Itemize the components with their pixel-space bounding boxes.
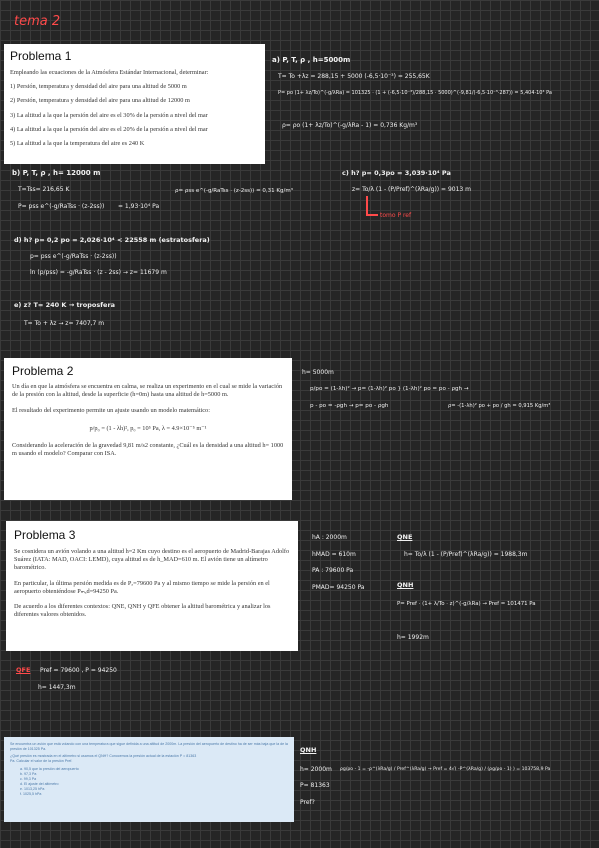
- note-4-line: ρg/ρo - 1 = -ρ^(λRa/g) / Pref^(λRa/g) → Pref = 4√( -P^(λRa/g) / (ρg/ρo - 1) ) = 103758,9 Pa: [340, 767, 551, 772]
- problem-3-paragraph: Se cosnidera un avión volando a una altitud h=2 Km cuyo destino es el aeropuerto de Madrid-Barajas Adolfo Suárez (IATA: MAD, OACI: LEMD), cuya altitud es de h_MAD=610 m. El avión tiene un altímetro barométrico.: [14, 548, 290, 572]
- note-3-qfe-h: h= 1447,3m: [38, 684, 76, 691]
- problem-4-option: d. El ajuste del altímetro: [20, 782, 59, 786]
- note-1b-line: P= pss e^(-g/RaTss · (z-2ss)): [18, 203, 105, 210]
- note-2-line: ρ= -(1-λh)² po + po / gh = 0,915 Kg/m³: [448, 403, 551, 409]
- problem-1-item: 5) La altitud a la que la temperatura del aire es 240 K: [10, 140, 145, 148]
- red-arrow-tail: [366, 214, 378, 216]
- problem-2-paragraph: Un día en que la atmósfera se encuentra en calma, se realiza un experimento en el cual se mide la variación de la presión con la altitud, desde la superficie (h=0m) hasta una altitud de h=5000 m.: [12, 383, 283, 399]
- problem-4-option: e. 1013,25 hPa: [20, 787, 45, 791]
- note-1b-line: T=Tss= 216,65 K: [18, 186, 70, 193]
- problem-1-title: Problema 1: [10, 49, 72, 63]
- note-3-pa: PA : 79600 Pa: [312, 567, 354, 574]
- note-1d-head: d) h? p= 0,2 po = 2,026·10⁴ < 22558 m (estratosfera): [14, 236, 210, 244]
- note-2-h: h= 5000m: [302, 369, 334, 376]
- problem-3-title: Problema 3: [14, 528, 76, 542]
- note-1a-line: P= po (1+ λz/To)^(-g/λRa) = 101325 · (1 + (-6,5·10⁻³)/288,15 · 5000)^(-9,81/(-6,5·10⁻³·287)) = 5,404·10⁴ Pa: [278, 90, 552, 96]
- note-3-qfe-head: QFE: [16, 666, 31, 674]
- note-1b-head: b) P, T, ρ , h= 12000 m: [12, 169, 101, 177]
- note-2-line: p - po = -ρgh → p= po - ρgh: [310, 403, 389, 409]
- note-3-qnh-line: P= Pref · (1+ λ/To · z)^(-g/λRa) → Pref = 101471 Pa: [397, 601, 536, 607]
- problem-2-paragraph: El resultado del experimento permite un ajuste usando un modelo matemático:: [12, 407, 210, 415]
- note-1c-line: z= To/λ (1 - (P/Pref)^(λRa/g)) = 9013 m: [352, 186, 471, 193]
- problem-1-item: 2) Persión, temperatura y densidad del aire para una altitud de 12000 m: [10, 97, 190, 105]
- note-3-hmad: hMAD = 610m: [312, 551, 356, 558]
- problem-2-card: [4, 358, 292, 500]
- note-3-qnh-head: QNH: [397, 581, 414, 589]
- note-1d-line: ln (p/pss) = -g/RaTss · (z - 2ss) → z= 11679 m: [30, 269, 167, 276]
- problem-1-item: 4) La altitud a la que la persión del aire es el 20% de la persión a nivel del mar: [10, 125, 208, 133]
- note-1c-red: tomo P ref: [380, 212, 412, 219]
- note-3-qnh-h: h= 1992m: [397, 634, 429, 641]
- note-1a-line: ρ= ρo (1+ λz/To)^(-g/λRa - 1) = 0,736 Kg/m³: [282, 122, 418, 129]
- problem-1-card: [4, 44, 265, 164]
- problem-4-line: Pa. Calcular el valor de la presión Pref.: [10, 759, 73, 763]
- note-3-qfe-line: Pref = 79600 , P = 94250: [40, 667, 117, 674]
- problem-2-paragraph: Considerando la aceleración de la gravedad 9,81 m/s2 constante, ¿Cuál es la densidad a una altitud h= 1000 m usando el modelo? Comparar con ISA.: [12, 441, 284, 458]
- note-1e-line: T= To + λz → z= 7407,7 m: [24, 320, 105, 327]
- page-title: tema 2: [14, 14, 61, 29]
- problem-4-option: a. 90,5 que la presión del aeropuerto: [20, 767, 79, 771]
- problem-1-item: 3) La altitud a la que la persión del aire es el 30% de la persión a nivel del mar: [10, 111, 208, 119]
- problem-4-option: f. 1025,5 hPa: [20, 792, 42, 796]
- problem-4-option: c. 99,3 Pa: [20, 777, 37, 781]
- note-1c-head: c) h? p= 0,3po = 3,039·10⁴ Pa: [342, 169, 451, 177]
- problem-2-formula: p/p₀ = (1 - λh)², p₀ = 10⁵ Pa, λ = 4.9×10⁻⁵ m⁻¹: [89, 424, 207, 432]
- problem-1-intro: Empleando las ecuaciones de la Atmósfera Estándar Internacional, determinar:: [10, 69, 209, 76]
- red-arrow-stem: [366, 196, 368, 216]
- note-3-pmad: PMAD= 94250 Pa: [312, 584, 365, 591]
- problem-4-line: presión de 101325 Pa.: [10, 747, 47, 751]
- note-1b-line: = 1,93·10⁴ Pa: [118, 203, 160, 210]
- problem-3-card: [6, 521, 298, 651]
- problem-4-line: ¿Qué presión es mostrada en el altímetro si usamos el QNH? Conocemos la presión actual de la estación P = 81363: [10, 754, 197, 758]
- note-1d-line: p= pss e^(-g/RaTss · (z-2ss)): [30, 253, 117, 260]
- note-3-qne-line: h= To/λ (1 - (P/Pref)^(λRa/g)) = 1988,3m: [404, 551, 528, 558]
- note-4-h: h= 2000m: [300, 766, 332, 773]
- problem-4-option: b. 97,3 Pa: [20, 772, 37, 776]
- problem-4-line: Se encuentra un avión que está volando con una temperatura que sigue definida a una altitud de 2000m. La presión del aeropuerto de destino ha de ser más baja que la de la: [10, 742, 288, 746]
- note-1a-line: T= To +λz = 288,15 + 5000 (-6,5·10⁻³) = 255,65K: [278, 73, 430, 80]
- note-2-line: p/po = (1-λh)² → p= (1-λh)² po } (1-λh)² po = po - ρgh →: [310, 386, 469, 392]
- note-4-p: P= 81363: [300, 782, 330, 789]
- note-3-ha: hA : 2000m: [312, 534, 347, 541]
- problem-4-card: [4, 737, 294, 822]
- problem-2-title: Problema 2: [12, 364, 74, 378]
- note-4-pref: Pref?: [300, 799, 315, 806]
- note-1b-line: ρ= ρss e^(-g/RaTss · (z-2ss)) = 0,31 Kg/m³: [175, 188, 293, 194]
- note-1a-head: a) P, T, ρ , h=5000m: [272, 56, 351, 64]
- note-3-qne-head: QNE: [397, 533, 413, 541]
- note-1e-head: e) z? T= 240 K → troposfera: [14, 301, 116, 309]
- problem-3-paragraph: En particular, la última persión medida es de Pₐ=79600 Pa y al mismo tiempo se mide la persión en el aeropuerto obteniéndose Pₘₐd=94250 Pa.: [14, 579, 270, 595]
- problem-3-paragraph: De acuerdo a los diferentes contextos: QNE, QNH y QFE obtener la altitud barométrica y analizar los diferentes valores obtenidos.: [14, 603, 271, 619]
- note-4-qnh-head: QNH: [300, 746, 317, 754]
- problem-1-item: 1) Persión, temperatura y densidad del aire para una altitud de 5000 m: [10, 83, 187, 91]
